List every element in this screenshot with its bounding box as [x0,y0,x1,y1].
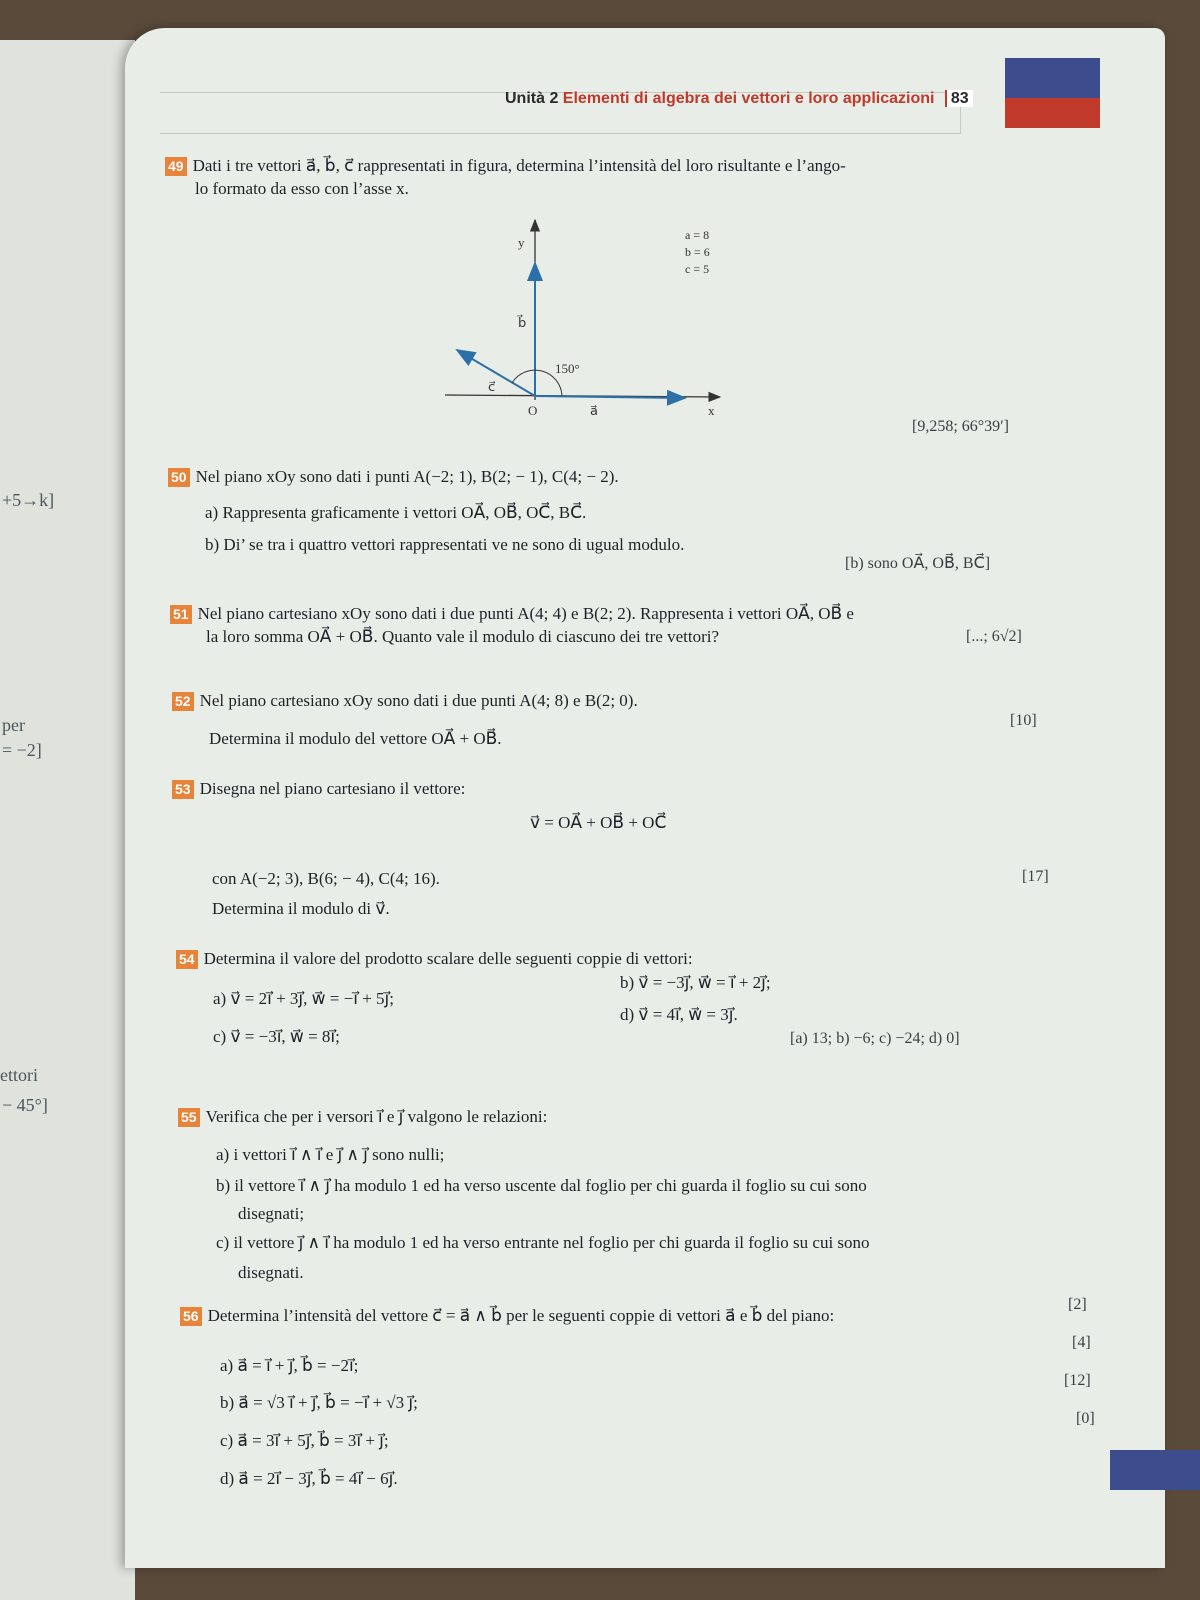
exercise-56-c: c) a⃗ = 3i⃗ + 5j⃗, b⃗ = 3i⃗ + j⃗; [220,1431,389,1450]
exercise-text: Nel piano cartesiano xOy sono dati i due punti A(4; 8) e B(2; 0). [199,691,638,710]
exercise-text: Disegna nel piano cartesiano il vettore: [199,779,466,798]
exercise-number: 51 [170,605,192,624]
exercise-55-b: b) il vettore i⃗ ∧ j⃗ ha modulo 1 ed ha verso uscente dal foglio per chi guarda il foglio su cui sono [216,1176,867,1195]
x-label: x [708,403,715,418]
corner-tab-bottom [1110,1450,1200,1490]
exercise-54 [176,948,693,971]
exercise-text: Verifica che per i versori i⃗ e j⃗ valgono le relazioni: [205,1107,548,1126]
vector-a-label: a⃗ [590,403,598,418]
page-number: 83 [945,90,973,107]
exercise-56-a: a) a⃗ = i⃗ + j⃗, b⃗ = −2i⃗; [220,1356,359,1375]
legend-c: c = 5 [685,262,710,276]
exercise-50 [168,466,619,489]
answer-53: [17] [1022,868,1049,885]
exercise-49 [165,155,846,201]
exercise-50-a: a) Rappresenta graficamente i vettori OA⃗, OB⃗, OC⃗, BC⃗. [205,503,587,522]
answer-54: [a) 13; b) −6; c) −24; d) 0] [790,1030,960,1047]
exercise-number: 52 [172,692,194,711]
answer-49: [9,258; 66°39′] [912,418,1009,435]
exercise-54-a: a) v⃗ = 2i⃗ + 3j⃗, w⃗ = −i⃗ + 5j⃗; [213,989,394,1008]
page-header [505,90,973,108]
exercise-text: lo formato da esso con l’asse x. [195,178,409,198]
exercise-51 [170,603,854,649]
left-fragment: − 45°] [2,1095,48,1115]
exercise-number: 54 [176,950,198,969]
exercise-text: Nel piano xOy sono dati i punti A(−2; 1), B(2; − 1), C(4; − 2). [195,467,619,486]
exercise-54-b: b) v⃗ = −3j⃗, w⃗ = i⃗ + 2j⃗; [620,973,771,992]
vector-b-label: b⃗ [518,315,527,330]
origin-label: O [528,403,538,418]
vector-diagram [440,215,740,425]
answer-56-d: [0] [1076,1410,1095,1427]
exercise-53-points: con A(−2; 3), B(6; − 4), C(4; 16). [212,869,440,888]
exercise-number: 49 [165,157,187,176]
exercise-number: 55 [178,1108,200,1127]
legend-b: b = 6 [685,245,710,259]
answer-52: [10] [1010,712,1037,729]
exercise-text: Determina l’intensità del vettore c⃗ = a⃗ ∧ b⃗ per le seguenti coppie di vettori a⃗ e b⃗ del piano: [207,1306,835,1325]
exercise-55-c: c) il vettore j⃗ ∧ i⃗ ha modulo 1 ed ha verso entrante nel foglio per chi guarda il foglio su cui sono [216,1233,870,1252]
exercise-55-c-cont: disegnati. [238,1263,304,1282]
exercise-number: 56 [180,1307,202,1326]
exercise-55-a: a) i vettori i⃗ ∧ i⃗ e j⃗ ∧ j⃗ sono nulli; [216,1145,445,1164]
left-fragment: = −2] [2,740,42,760]
exercise-text: Dati i tre vettori a⃗, b⃗, c⃗ rappresentati in figura, determina l’intensità del loro risultante e l’ango- [192,156,846,175]
angle-label: 150° [555,361,580,376]
answer-51: [...; 6√2] [966,628,1022,645]
left-fragment: +5→k] [2,490,55,510]
exercise-text: la loro somma OA⃗ + OB⃗. Quanto vale il modulo di ciascuno dei tre vettori? [206,626,720,646]
exercise-52 [172,690,638,713]
exercise-52-text: Determina il modulo del vettore OA⃗ + OB⃗. [209,729,502,748]
left-fragment: per [2,715,25,735]
exercise-text: Determina il valore del prodotto scalare delle seguenti coppie di vettori: [203,949,693,968]
exercise-56-b: b) a⃗ = √3 i⃗ + j⃗, b⃗ = −i⃗ + √3 j⃗; [220,1393,418,1412]
exercise-number: 50 [168,468,190,487]
formula-53: v⃗ = OA⃗ + OB⃗ + OC⃗ [530,813,667,832]
exercise-number: 53 [172,780,194,799]
exercise-50-b: b) Di’ se tra i quattro vettori rappresentati ve ne sono di ugual modulo. [205,535,685,554]
exercise-56 [180,1305,834,1328]
exercise-55 [178,1106,547,1129]
left-page [0,40,135,1600]
answer-50: [b) sono OA⃗, OB⃗, BC⃗] [845,555,991,572]
corner-tab [1005,58,1100,128]
exercise-55-b-cont: disegnati; [238,1204,305,1223]
exercise-54-c: c) v⃗ = −3i⃗, w⃗ = 8i⃗; [213,1027,340,1046]
legend-a: a = 8 [685,228,710,242]
vector-c-label: c⃗ [488,379,496,394]
exercise-56-d: d) a⃗ = 2i⃗ − 3j⃗, b⃗ = 4i⃗ − 6j⃗. [220,1469,398,1488]
unit-title: Elementi di algebra dei vettori e loro applicazioni [562,90,935,107]
left-fragment: ettori [0,1065,38,1085]
exercise-54-d: d) v⃗ = 4i⃗, w⃗ = 3j⃗. [620,1005,738,1024]
answer-56-a: [2] [1068,1296,1087,1313]
unit-label: Unità 2 [505,90,559,107]
exercise-text: Nel piano cartesiano xOy sono dati i due punti A(4; 4) e B(2; 2). Rappresenta i vettori OA⃗, OB⃗ e [197,604,854,623]
answer-56-c: [12] [1064,1372,1091,1389]
answer-56-b: [4] [1072,1334,1091,1351]
exercise-53-question: Determina il modulo di v⃗. [212,899,390,918]
exercise-53 [172,778,465,801]
y-label: y [518,235,525,250]
